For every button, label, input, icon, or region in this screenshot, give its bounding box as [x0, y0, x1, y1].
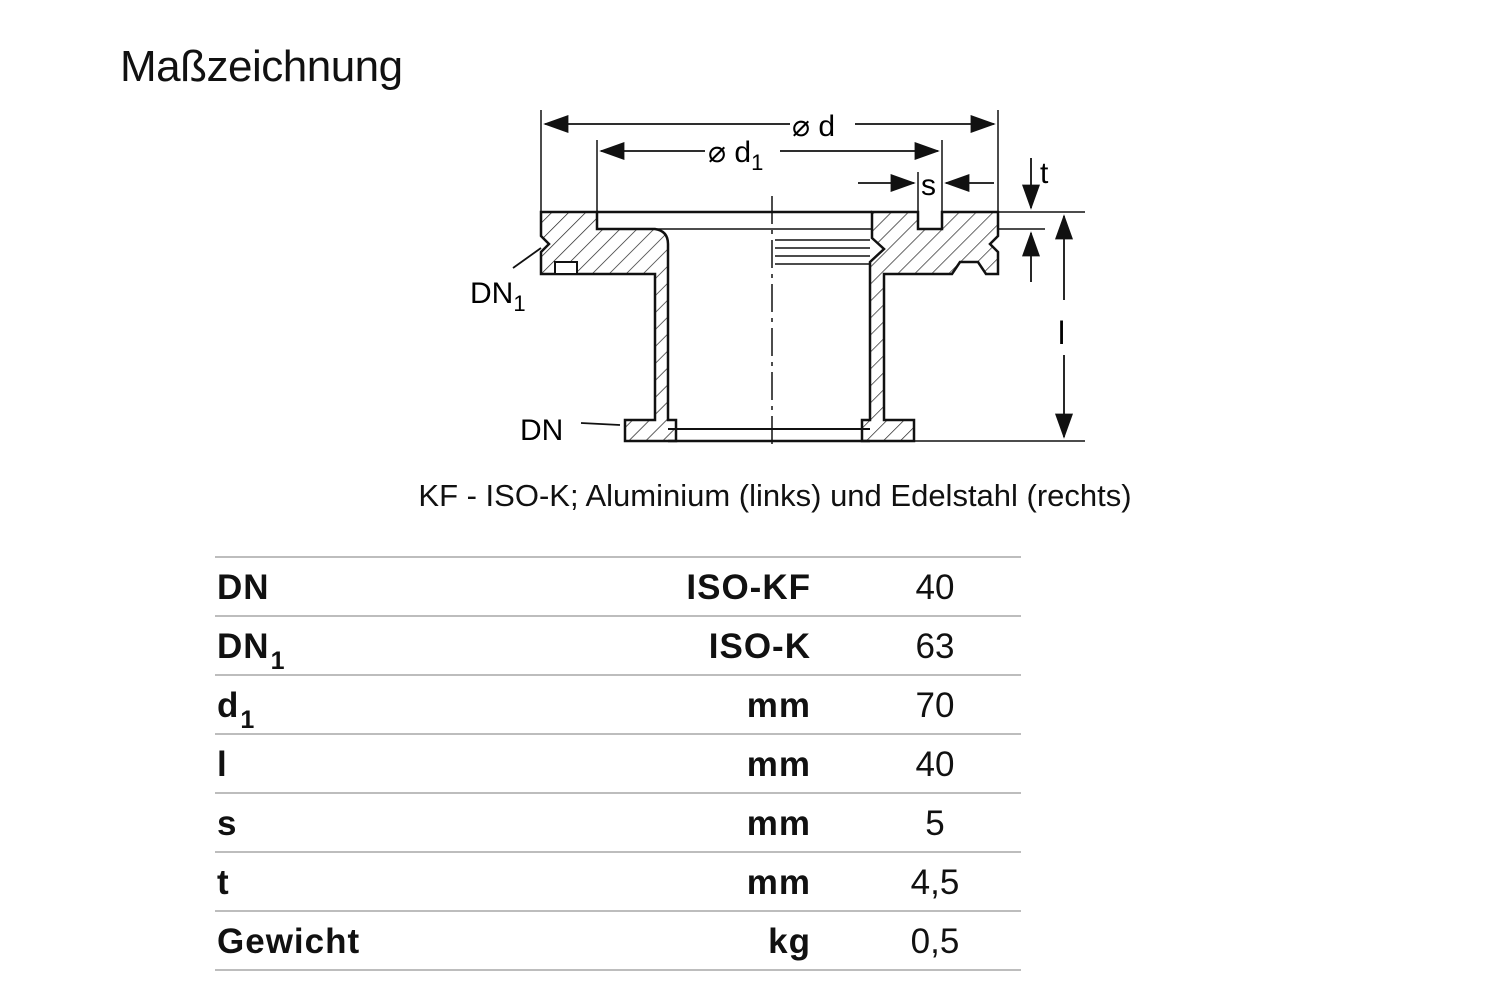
- drawing-caption: KF - ISO-K; Aluminium (links) und Edelstahl (rechts): [418, 478, 1132, 513]
- dimension-drawing: [440, 100, 1100, 460]
- label-t: t: [1040, 157, 1049, 190]
- label-dn: DN: [520, 414, 564, 447]
- row-value: 5: [925, 804, 945, 843]
- flange-left-section: [541, 212, 676, 441]
- row-unit: ISO-KF: [686, 568, 811, 607]
- label-outer-diameter: ⌀ d: [792, 110, 836, 143]
- row-value: 4,5: [910, 863, 960, 902]
- row-unit: mm: [746, 686, 811, 725]
- row-unit: mm: [746, 745, 811, 784]
- label-dn1: $DN_1$: [470, 277, 526, 316]
- seal-groove-left: [555, 262, 577, 274]
- row-value: 63: [915, 627, 955, 666]
- table-row: [215, 617, 1021, 676]
- row-unit: kg: [768, 922, 811, 961]
- row-unit: mm: [746, 863, 811, 902]
- row-unit: mm: [746, 804, 811, 843]
- table-row: [215, 853, 1021, 912]
- row-label: Gewicht: [217, 922, 361, 961]
- row-value: 0,5: [910, 922, 960, 961]
- table-row: [215, 794, 1021, 853]
- row-unit: ISO-K: [708, 627, 811, 666]
- table-row: [215, 558, 1021, 617]
- row-label: s: [217, 804, 238, 843]
- flange-right-section: [862, 212, 998, 441]
- page-title: Maßzeichnung: [120, 42, 403, 91]
- table-row: [215, 676, 1021, 735]
- table-row: [215, 735, 1021, 794]
- row-label: $d_1$: [217, 686, 256, 734]
- row-value: 40: [915, 745, 955, 784]
- label-inner-diameter: ⌀ $d_1$: [708, 136, 764, 175]
- label-s: s: [921, 169, 936, 202]
- row-label: DN: [217, 568, 270, 607]
- row-value: 70: [915, 686, 955, 725]
- row-value: 40: [915, 568, 955, 607]
- row-label: $DN_1$: [217, 627, 286, 675]
- table-row: [215, 912, 1021, 971]
- spec-table: [215, 556, 1021, 971]
- row-label: t: [217, 863, 230, 902]
- row-label: l: [217, 745, 228, 784]
- label-l: l: [1058, 315, 1066, 351]
